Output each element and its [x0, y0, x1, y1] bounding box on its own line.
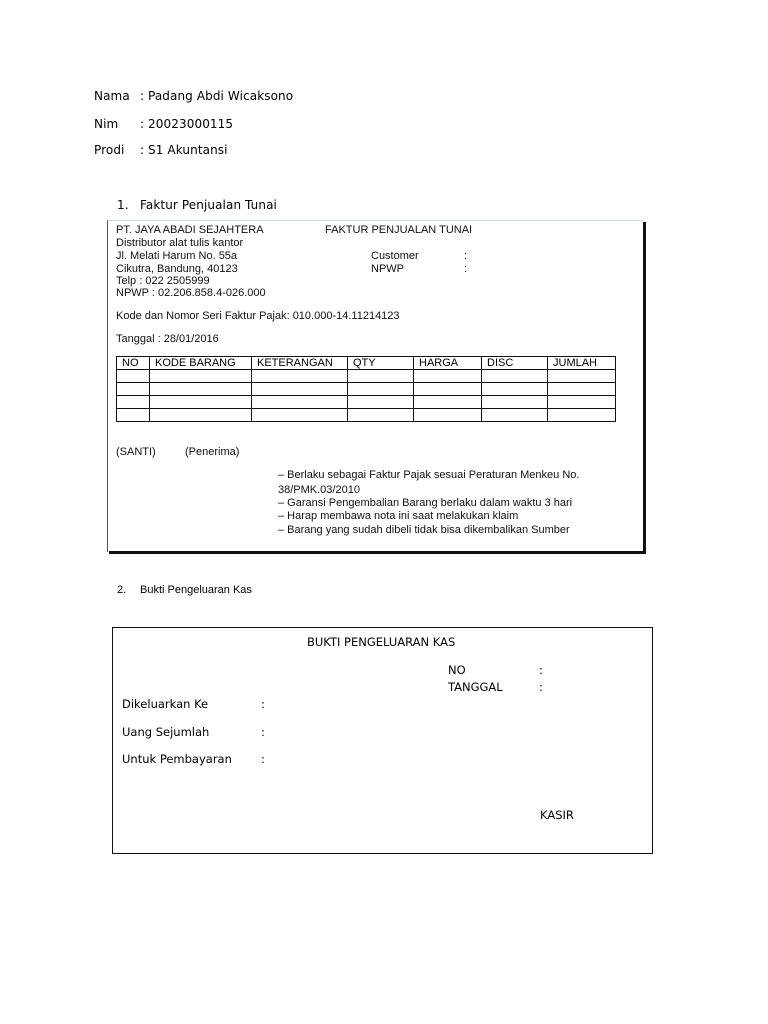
invoice-date: Tanggal : 28/01/2016 [116, 333, 219, 345]
field-label: Dikeluarkan Ke [122, 697, 209, 711]
nim-label: Nim [94, 117, 119, 131]
column-header: KODE BARANG [150, 357, 252, 370]
npwp-colon: : [464, 263, 468, 275]
invoice-company-line: Telp : 022 2505999 [116, 275, 210, 287]
invoice-note: – Berlaku sebagai Faktur Pajak sesuai Peraturan Menkeu No. [278, 469, 580, 481]
field-colon: : [261, 752, 265, 766]
section2-number: 2. [117, 584, 127, 596]
invoice-note: 38/PMK.03/2010 [278, 484, 360, 496]
section2-title: Bukti Pengeluaran Kas [140, 584, 252, 596]
invoice-note: – Barang yang sudah dibeli tidak bisa dikembalikan Sumber [278, 524, 570, 536]
cashier-label: KASIR [540, 808, 574, 822]
invoice-shadow-right [643, 222, 646, 554]
column-header: KETERANGAN [252, 357, 348, 370]
receiver-label: (Penerima) [185, 446, 240, 458]
invoice-company: PT. JAYA ABADI SEJAHTERA [116, 224, 264, 236]
table-row [117, 383, 616, 396]
field-colon: : [261, 725, 265, 739]
section1-title: Faktur Penjualan Tunai [140, 198, 277, 212]
voucher-no-colon: : [539, 663, 543, 677]
section1-number: 1. [117, 198, 129, 212]
signer-name: (SANTI) [116, 446, 156, 458]
table-row [117, 409, 616, 422]
voucher-date-label: TANGGAL [448, 680, 503, 694]
invoice-doc-title: FAKTUR PENJUALAN TUNAI [325, 224, 473, 236]
invoice-items-table [116, 356, 616, 422]
field-label: Untuk Pembayaran [122, 752, 232, 766]
invoice-company-line: NPWP : 02.206.858.4-026.000 [116, 287, 266, 299]
name-label: Nama [94, 89, 130, 103]
table-row [117, 396, 616, 409]
invoice-company-line: Jl. Melati Harum No. 55a [116, 250, 238, 262]
column-header: HARGA [414, 357, 482, 370]
invoice-shadow-bottom [109, 551, 646, 554]
field-colon: : [261, 697, 265, 711]
customer-label: Customer [371, 250, 419, 262]
column-header: DISC [482, 357, 548, 370]
voucher-no-label: NO [448, 663, 466, 677]
field-label: Uang Sejumlah [122, 725, 210, 739]
invoice-company-line: Cikutra, Bandung, 40123 [116, 263, 238, 275]
invoice-company-line: Distributor alat tulis kantor [116, 237, 244, 249]
column-header: NO [117, 357, 150, 370]
prodi-label: Prodi [94, 143, 125, 157]
prodi-value: : S1 Akuntansi [140, 143, 228, 157]
table-header-row [117, 357, 616, 370]
invoice-note: – Harap membawa nota ini saat melakukan klaim [278, 510, 519, 522]
table-row [117, 370, 616, 383]
name-value: : Padang Abdi Wicaksono [140, 89, 294, 103]
tax-serial: Kode dan Nomor Seri Faktur Pajak: 010.000-14.11214123 [116, 310, 400, 322]
column-header: JUMLAH [548, 357, 616, 370]
column-header: QTY [348, 357, 414, 370]
npwp-label: NPWP [371, 263, 404, 275]
customer-colon: : [464, 250, 468, 262]
invoice-note: – Garansi Pengembalian Barang berlaku dalam waktu 3 hari [278, 497, 573, 509]
voucher-date-colon: : [539, 680, 543, 694]
nim-value: : 20023000115 [140, 117, 234, 131]
cash-voucher-title: BUKTI PENGELUARAN KAS [307, 635, 456, 649]
